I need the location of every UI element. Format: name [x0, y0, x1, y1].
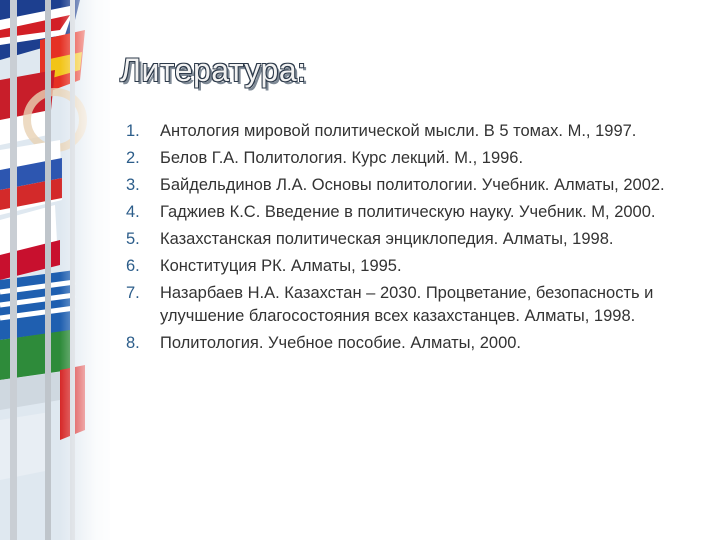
reference-number: 1.	[126, 122, 140, 140]
reference-number: 8.	[126, 334, 140, 352]
reference-text: Антология мировой политической мысли. В 5 томах. М., 1997.	[160, 122, 637, 140]
reference-text: Конституция РК. Алматы, 1995.	[160, 257, 402, 275]
reference-item	[126, 120, 696, 143]
reference-text: Байдельдинов Л.А. Основы политологии. Учебник. Алматы, 2002.	[160, 176, 665, 194]
reference-item	[126, 174, 696, 197]
reference-text: Назарбаев Н.А. Казахстан – 2030. Процветание, безопасность и улучшение благосостояния всех казахстанцев. Алматы, 1998.	[160, 284, 654, 325]
reference-number: 6.	[126, 257, 140, 275]
reference-item	[126, 255, 696, 278]
slide-title: Литература:	[120, 52, 307, 88]
reference-text: Политология. Учебное пособие. Алматы, 2000.	[160, 334, 522, 352]
reference-number: 3.	[126, 176, 140, 194]
reference-item	[126, 147, 696, 170]
reference-text: Казахстанская политическая энциклопедия. Алматы, 1998.	[160, 230, 614, 248]
reference-text: Гаджиев К.С. Введение в политическую науку. Учебник. М, 2000.	[160, 203, 656, 221]
reference-item	[126, 201, 696, 224]
reference-number: 2.	[126, 149, 140, 167]
reference-item	[126, 332, 696, 355]
reference-item	[126, 228, 696, 251]
reference-list	[126, 120, 696, 359]
reference-number: 5.	[126, 230, 140, 248]
reference-number: 4.	[126, 203, 140, 221]
reference-number: 7.	[126, 284, 140, 302]
reference-text: Белов Г.А. Политология. Курс лекций. М., 1996.	[160, 149, 524, 167]
flags-decoration	[0, 0, 110, 540]
reference-item	[126, 282, 696, 328]
